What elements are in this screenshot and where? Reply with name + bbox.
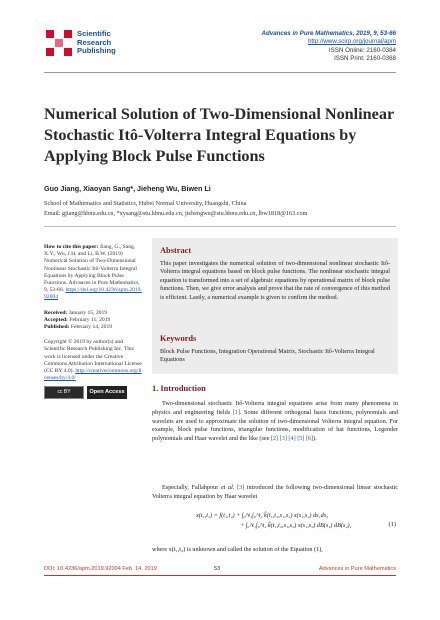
header-divider bbox=[44, 72, 396, 73]
issn-online: ISSN Online: 2160-0384 bbox=[328, 46, 396, 54]
open-access-badge-icon[interactable]: Open Access bbox=[87, 386, 127, 399]
email-line: Email: gjiang@hbnu.edu.cn, *xysang@stu.hbnu.edu.cn, jiehengwu@stu.hbnu.edu.cn, lbw1818@163.com bbox=[44, 210, 308, 217]
introduction-heading: 1. Introduction bbox=[152, 384, 206, 393]
logo-grid-icon bbox=[46, 30, 72, 56]
article-title: Numerical Solution of Two-Dimensional Nonlinear Stochastic Itô-Volterra Integral Equations by Applying Block Pulse Functions bbox=[44, 105, 394, 165]
journal-url-link[interactable]: http://www.scirp.org/journal/apm bbox=[307, 38, 396, 46]
footer-doi: DOI: 10.4236/apm.2019.92004 Feb. 14, 2019 bbox=[44, 566, 157, 572]
reference-link[interactable]: [3] bbox=[236, 484, 245, 491]
author-list: Guo Jiang, Xiaoyan Sang*, Jieheng Wu, Biwen Li bbox=[44, 184, 211, 193]
publisher-name: Scientific Research Publishing bbox=[77, 29, 116, 56]
reference-links[interactable]: [2] [3] [4] [5] [6] bbox=[270, 435, 314, 443]
keywords-heading: Keywords bbox=[160, 334, 197, 343]
equation-1: x(t₁,t₂) = f(t₁,t₂) + ∫₀^t₁∫₀^t₂ k̂(t₁,t₂,s₁,s₂) x(s₁,s₂) ds₁ds₂ + ∫₀^t₁∫₀^t₂ k̃(t₁,t₂,s₁,s₂) x(s₁,s₂) dB(s₁) dB(s₂), bbox=[196, 512, 352, 529]
page-number: 53 bbox=[214, 566, 221, 572]
intro-paragraph-1: Two-dimensional stochastic Itô-Volterra integral equations arise from many phenomena in physics and engineering fields [1]. Some different orthogonal basis functions, polynomials and wavelets are used to approximate the solution of two-dimensional Volterra integral equation. For example, block pulse functions, triangular functions, modification of hat functions, Legender polynomials and Haar wavelet and the like (see [2] [3] [4] [5] [6]). bbox=[152, 400, 398, 443]
dates-block: Received: January 15, 2019 Accepted: February 11, 2019 Published: February 14, 2019 bbox=[44, 309, 113, 331]
footer-divider bbox=[44, 575, 396, 576]
footer-journal: Advances in Pure Mathematics bbox=[318, 566, 396, 572]
cc-by-badge-icon[interactable]: cc BY bbox=[44, 386, 84, 399]
keywords-section bbox=[152, 328, 398, 374]
abstract-heading: Abstract bbox=[160, 246, 192, 255]
publisher-logo[interactable] bbox=[46, 30, 116, 56]
equation-number: (1) bbox=[388, 521, 396, 528]
intro-paragraph-2: Especially, Fallahpour et al. [3] introduced the following two-dimensional linear stochastic Volterra integral equation by Haar wavelet bbox=[152, 484, 398, 500]
where-line: where x(t₁,t₂) is unknown and called the solution of the Equation (1), bbox=[152, 546, 323, 553]
title-divider bbox=[44, 226, 396, 227]
journal-name: Advances in Pure Mathematics, 2019, 9, 53-66 bbox=[261, 30, 396, 37]
journal-info bbox=[262, 30, 396, 64]
citation-doi-link[interactable]: https://doi.org/10.4236/apm.2019.92004 bbox=[44, 287, 142, 301]
citation-block: How to cite this paper: Jiang, G., Sang, X.Y., Wu, J.H. and Li, B.W. (2019) Numerical Solution of Two-Dimensional Nonlinear Stochastic Itô-Volterra Integral Equations by Applying Block Pulse Functions. Advances in Pure Mathematics, 9, 53-66. https://doi.org/10.4236/apm.2019.92004 bbox=[44, 244, 142, 301]
reference-link[interactable]: [1] bbox=[232, 408, 240, 416]
license-link[interactable]: http://creativecommons.org/licenses/by/4.0/ bbox=[44, 368, 142, 382]
keywords-text: Block Pulse Functions, Integration Operational Matrix, Stochastic Itô-Volterra Integral Equations bbox=[160, 348, 375, 364]
copyright-block: Copyright © 2019 by author(s) and Scientific Research Publishing Inc. This work is licensed under the Creative Commons Attribution International License (CC BY 4.0). http://creativecommons.org/licenses/by/4.0/ cc BY Open Access bbox=[44, 339, 144, 399]
issn-print: ISSN Print: 2160-0368 bbox=[334, 55, 396, 63]
affiliation: School of Mathematics and Statistics, Hubei Normal University, Huangshi, China bbox=[44, 200, 247, 207]
abstract-text: This paper investigates the numerical solution of two-dimensional nonlinear stochastic Itô-Volterra integral equations based on block pulse functions. The nonlinear stochastic integral equation is transformed into a set of algebraic equations by operational matrix of block pulse functions. Then, we give error analysis and prove that the rate of convergence of this method is efficient. Lastly, a numerical example is given to confirm the method. bbox=[160, 260, 390, 301]
sidebar-info bbox=[44, 244, 144, 407]
page-footer bbox=[0, 566, 440, 578]
